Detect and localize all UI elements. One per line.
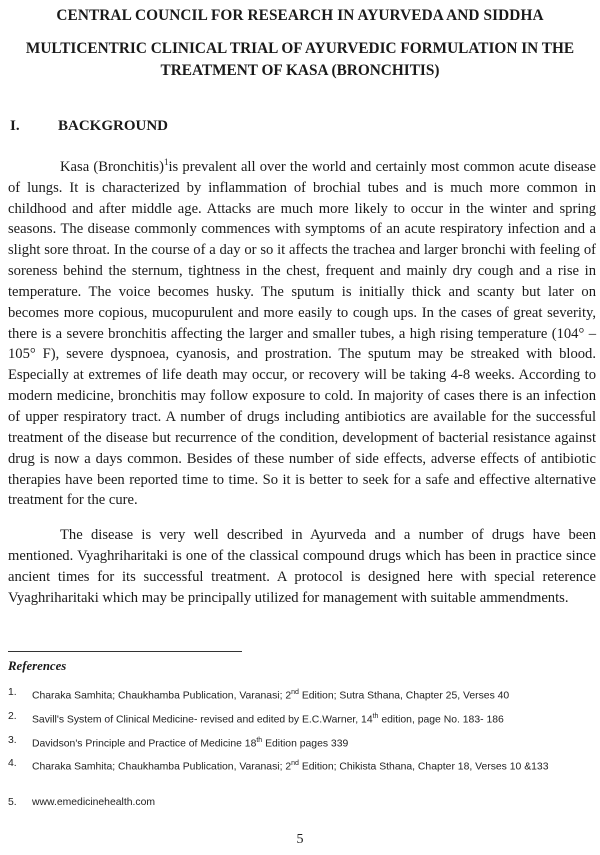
- reference-text: Savill's System of Clinical Medicine- revised and edited by E.C.Warner, 14th edition, page No. 183- 186: [32, 713, 504, 726]
- paragraph-lead: Kasa (Bronchitis): [60, 158, 164, 175]
- footnote-marker: 1: [163, 157, 169, 167]
- reference-text: Charaka Samhita; Chaukhamba Publication, Varanasi; 2nd Edition; Sutra Sthana, Chapter 25, Verses 40: [32, 689, 510, 702]
- footnote-divider: [8, 651, 242, 652]
- page-number: 5: [296, 832, 304, 847]
- section-heading: BACKGROUND: [58, 118, 169, 134]
- references-heading: References: [8, 659, 67, 673]
- background-paragraph-2: The disease is very well described in Ayurveda and a number of drugs have been mentioned. Vyaghriharitaki is one of the classical compound drugs which has been in practice since ancient times for its successful treatment. A protocol is designed here with special reterence Vyaghriharitaki which may be principally utilized for management with suitable ammendments.: [8, 527, 596, 606]
- background-paragraph-1: [8, 152, 596, 511]
- reference-number: 3.: [8, 735, 17, 746]
- section-number: I.: [10, 118, 20, 134]
- paragraph-body: is prevalent all over the world and certainly most common acute disease of lungs. It is characterized by inflammation of brochial tubes and is much more common in childhood and after middle age. Attacks are much more likely to occur in the winter and spring seasons. The disease commonly commences with symptoms of an acute respiratory infection and a slight sore throat. In the course of a day or so it affects the trachea and larger bronchi with feeling of soreness behind the sternum, tightness in the chest, frequent and mainly dry cough and a rise in temperature. The voice becomes husky. The sputum is initially thick and scanty but later on becomes more copious, mucopurulent and more easily to cough ups. In the cases of great severity, there is a severe bronchitis affecting the larger and smaller tubes, a high rising temperature (104° – 105° F), severe dyspnoea, cyanosis, and prostration. The sputum may be streaked with blood. Especially at extremes of life death may occur, or recovery will be taking 4-8 weeks. According to modern medicine, bronchitis may follow exposure to cold. In majority of cases there is an infection of upper respiratory tract. A number of drugs including antibiotics are available for the successful treatment of the disease but recurrence of the condition, development of bacterial resistance against drug is now a days common. Besides of these number of side effects, adverse effects of antibiotic therapies have been reported time to time. So it is better to seek for a safe and effective alternative treatment for the cure.: [8, 158, 596, 509]
- reference-text: Charaka Samhita; Chaukhamba Publication, Varanasi; 2nd Edition; Chikista Sthana, Chapter 18, Verses 10 &133: [32, 760, 549, 773]
- reference-text: Davidson's Principle and Practice of Medicine 18th Edition pages 339: [32, 737, 349, 750]
- organization-heading: CENTRAL COUNCIL FOR RESEARCH IN AYURVEDA AND SIDDHA: [56, 7, 544, 24]
- reference-number: 4.: [8, 758, 17, 769]
- reference-number: 5.: [8, 797, 17, 808]
- reference-number: 2.: [8, 711, 17, 722]
- reference-link-text[interactable]: www.emedicinehealth.com: [32, 797, 156, 808]
- document-title: MULTICENTRIC CLINICAL TRIAL OF AYURVEDIC FORMULATION IN THE TREATMENT OF KASA (BRONCHITIS): [25, 40, 575, 79]
- reference-number: 1.: [8, 687, 17, 698]
